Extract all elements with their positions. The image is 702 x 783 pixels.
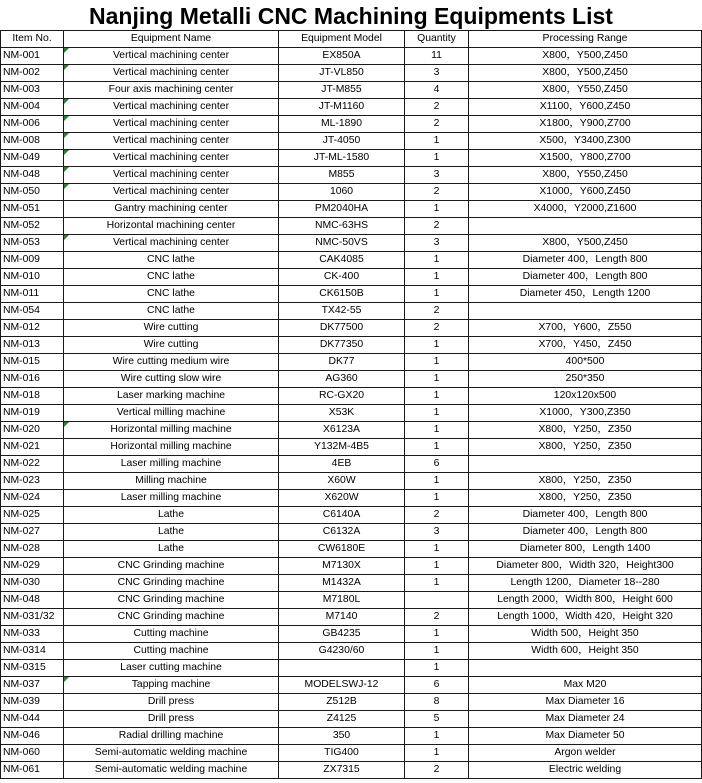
- cell-processing-range: X800，Y550,Z450: [469, 167, 702, 184]
- cell-equipment-name: CNC Grinding machine: [64, 609, 279, 626]
- cell-equipment-name: CNC lathe: [64, 286, 279, 303]
- table-row: [1, 337, 702, 354]
- cell-processing-range: X800，Y500,Z450: [469, 48, 702, 65]
- cell-processing-range: [469, 660, 702, 677]
- cell-equipment-name: Cutting machine: [64, 643, 279, 660]
- cell-processing-range: X500，Y3400,Z300: [469, 133, 702, 150]
- table-row: [1, 354, 702, 371]
- cell-processing-range: X800，Y250，Z350: [469, 439, 702, 456]
- cell-quantity: 11: [405, 48, 469, 65]
- cell-quantity: 1: [405, 269, 469, 286]
- cell-equipment-model: Z4125: [279, 711, 405, 728]
- cell-equipment-model: C6132A: [279, 524, 405, 541]
- cell-quantity: 2: [405, 762, 469, 779]
- table-row: [1, 575, 702, 592]
- cell-processing-range: Max Diameter 50: [469, 728, 702, 745]
- cell-quantity: 1: [405, 337, 469, 354]
- cell-equipment-model: TIG400: [279, 745, 405, 762]
- page-title: Nanjing Metalli CNC Machining Equipments List: [89, 3, 613, 29]
- cell-quantity: [405, 592, 469, 609]
- cell-equipment-model: M855: [279, 167, 405, 184]
- table-row: [1, 473, 702, 490]
- cell-equipment-model: MODELSWJ-12: [279, 677, 405, 694]
- cell-equipment-name: Drill press: [64, 711, 279, 728]
- cell-processing-range: 250*350: [469, 371, 702, 388]
- table-row: [1, 116, 702, 133]
- cell-item-no: NM-016: [1, 371, 64, 388]
- cell-equipment-model: X53K: [279, 405, 405, 422]
- cell-processing-range: Diameter 400，Length 800: [469, 524, 702, 541]
- table-header: [1, 31, 702, 48]
- cell-equipment-model: 4EB: [279, 456, 405, 473]
- cell-item-no: NM-029: [1, 558, 64, 575]
- cell-equipment-name: Lathe: [64, 524, 279, 541]
- cell-processing-range: 120x120x500: [469, 388, 702, 405]
- table-row: [1, 201, 702, 218]
- cell-processing-range: Length 1000，Width 420，Height 320: [469, 609, 702, 626]
- cell-equipment-name: CNC Grinding machine: [64, 592, 279, 609]
- cell-quantity: 2: [405, 320, 469, 337]
- cell-item-no: NM-018: [1, 388, 64, 405]
- table-row: [1, 558, 702, 575]
- cell-equipment-name: CNC Grinding machine: [64, 558, 279, 575]
- cell-quantity: 1: [405, 660, 469, 677]
- cell-item-no: NM-046: [1, 728, 64, 745]
- cell-processing-range: X1800，Y900,Z700: [469, 116, 702, 133]
- table-row: [1, 439, 702, 456]
- table-row: [1, 626, 702, 643]
- cell-item-no: NM-002: [1, 65, 64, 82]
- cell-item-no: NM-022: [1, 456, 64, 473]
- cell-processing-range: Diameter 800，Width 320，Height300: [469, 558, 702, 575]
- cell-quantity: 2: [405, 99, 469, 116]
- cell-equipment-name: Wire cutting: [64, 337, 279, 354]
- cell-equipment-model: RC-GX20: [279, 388, 405, 405]
- cell-processing-range: Max Diameter 24: [469, 711, 702, 728]
- cell-processing-range: Argon welder: [469, 745, 702, 762]
- cell-equipment-name: Vertical machining center: [64, 133, 279, 150]
- table-row: [1, 184, 702, 201]
- table-row: [1, 711, 702, 728]
- cell-equipment-name: Horizontal machining center: [64, 218, 279, 235]
- table-row: [1, 150, 702, 167]
- cell-processing-range: Diameter 400，Length 800: [469, 252, 702, 269]
- cell-processing-range: X800，Y250，Z350: [469, 473, 702, 490]
- cell-equipment-name: Drill press: [64, 694, 279, 711]
- cell-quantity: 3: [405, 524, 469, 541]
- cell-equipment-model: CK6150B: [279, 286, 405, 303]
- cell-item-no: NM-012: [1, 320, 64, 337]
- cell-item-no: NM-024: [1, 490, 64, 507]
- cell-quantity: 1: [405, 575, 469, 592]
- table-row: [1, 677, 702, 694]
- cell-processing-range: Length 2000，Width 800，Height 600: [469, 592, 702, 609]
- table-row: [1, 643, 702, 660]
- cell-item-no: NM-001: [1, 48, 64, 65]
- cell-item-no: NM-030: [1, 575, 64, 592]
- cell-quantity: 1: [405, 201, 469, 218]
- table-row: [1, 303, 702, 320]
- table-body: [1, 48, 702, 779]
- cell-equipment-model: ML-1890: [279, 116, 405, 133]
- table-row: [1, 405, 702, 422]
- column-header-item-no: Item No.: [1, 31, 64, 48]
- cell-item-no: NM-053: [1, 235, 64, 252]
- cell-item-no: NM-039: [1, 694, 64, 711]
- cell-item-no: NM-013: [1, 337, 64, 354]
- cell-processing-range: X800，Y500,Z450: [469, 65, 702, 82]
- cell-processing-range: Diameter 400，Length 800: [469, 269, 702, 286]
- cell-equipment-model: JT-VL850: [279, 65, 405, 82]
- cell-processing-range: X800，Y550,Z450: [469, 82, 702, 99]
- cell-item-no: NM-019: [1, 405, 64, 422]
- cell-item-no: NM-049: [1, 150, 64, 167]
- table-row: [1, 167, 702, 184]
- cell-processing-range: X700，Y450，Z450: [469, 337, 702, 354]
- table-row: [1, 490, 702, 507]
- cell-quantity: 1: [405, 745, 469, 762]
- cell-processing-range: X800，Y250，Z350: [469, 422, 702, 439]
- cell-item-no: NM-061: [1, 762, 64, 779]
- cell-quantity: 1: [405, 371, 469, 388]
- cell-equipment-name: Semi-automatic welding machine: [64, 762, 279, 779]
- cell-equipment-model: DK77500: [279, 320, 405, 337]
- cell-equipment-name: Lathe: [64, 507, 279, 524]
- cell-processing-range: [469, 218, 702, 235]
- cell-equipment-name: Four axis machining center: [64, 82, 279, 99]
- table-row: [1, 422, 702, 439]
- cell-equipment-model: Z512B: [279, 694, 405, 711]
- cell-equipment-name: Wire cutting medium wire: [64, 354, 279, 371]
- cell-equipment-name: Vertical machining center: [64, 48, 279, 65]
- table-row: [1, 286, 702, 303]
- cell-quantity: 5: [405, 711, 469, 728]
- cell-quantity: 3: [405, 235, 469, 252]
- cell-item-no: NM-028: [1, 541, 64, 558]
- cell-equipment-model: M7180L: [279, 592, 405, 609]
- cell-equipment-model: JT-M1160: [279, 99, 405, 116]
- cell-quantity: 2: [405, 507, 469, 524]
- cell-equipment-name: Vertical milling machine: [64, 405, 279, 422]
- cell-equipment-model: M7140: [279, 609, 405, 626]
- cell-quantity: 1: [405, 541, 469, 558]
- cell-quantity: 3: [405, 65, 469, 82]
- cell-item-no: NM-052: [1, 218, 64, 235]
- cell-item-no: NM-048: [1, 167, 64, 184]
- cell-processing-range: X1500，Y800,Z700: [469, 150, 702, 167]
- cell-item-no: NM-023: [1, 473, 64, 490]
- cell-equipment-name: Lathe: [64, 541, 279, 558]
- cell-processing-range: X700，Y600，Z550: [469, 320, 702, 337]
- cell-equipment-model: GB4235: [279, 626, 405, 643]
- table-row: [1, 269, 702, 286]
- cell-equipment-name: Horizontal milling machine: [64, 439, 279, 456]
- cell-item-no: NM-003: [1, 82, 64, 99]
- cell-equipment-model: DK77350: [279, 337, 405, 354]
- cell-processing-range: Diameter 450，Length 1200: [469, 286, 702, 303]
- table-row: [1, 524, 702, 541]
- table-row: [1, 235, 702, 252]
- table-row: [1, 592, 702, 609]
- cell-item-no: NM-020: [1, 422, 64, 439]
- cell-quantity: 1: [405, 150, 469, 167]
- cell-item-no: NM-025: [1, 507, 64, 524]
- cell-quantity: 1: [405, 354, 469, 371]
- cell-item-no: NM-009: [1, 252, 64, 269]
- cell-equipment-name: Vertical machining center: [64, 184, 279, 201]
- cell-equipment-model: DK77: [279, 354, 405, 371]
- cell-equipment-name: Wire cutting slow wire: [64, 371, 279, 388]
- table-row: [1, 728, 702, 745]
- cell-item-no: NM-015: [1, 354, 64, 371]
- cell-equipment-name: CNC Grinding machine: [64, 575, 279, 592]
- cell-item-no: NM-031/32: [1, 609, 64, 626]
- cell-equipment-name: Gantry machining center: [64, 201, 279, 218]
- column-header-quantity: Quantity: [405, 31, 469, 48]
- header-row: [1, 31, 702, 48]
- cell-equipment-name: CNC lathe: [64, 269, 279, 286]
- cell-equipment-name: Vertical machining center: [64, 99, 279, 116]
- cell-equipment-name: Radial drilling machine: [64, 728, 279, 745]
- cell-quantity: 4: [405, 82, 469, 99]
- cell-item-no: NM-051: [1, 201, 64, 218]
- cell-quantity: 6: [405, 677, 469, 694]
- cell-equipment-model: C6140A: [279, 507, 405, 524]
- cell-item-no: NM-004: [1, 99, 64, 116]
- cell-equipment-model: ZX7315: [279, 762, 405, 779]
- cell-item-no: NM-006: [1, 116, 64, 133]
- cell-quantity: 1: [405, 439, 469, 456]
- cell-processing-range: X1100，Y600,Z450: [469, 99, 702, 116]
- table-row: [1, 218, 702, 235]
- cell-item-no: NM-048: [1, 592, 64, 609]
- table-row: [1, 745, 702, 762]
- cell-equipment-model: [279, 660, 405, 677]
- cell-item-no: NM-008: [1, 133, 64, 150]
- cell-equipment-name: Horizontal milling machine: [64, 422, 279, 439]
- table-row: [1, 82, 702, 99]
- cell-processing-range: [469, 456, 702, 473]
- cell-equipment-model: NMC-63HS: [279, 218, 405, 235]
- cell-equipment-model: M7130X: [279, 558, 405, 575]
- table-row: [1, 762, 702, 779]
- cell-equipment-model: AG360: [279, 371, 405, 388]
- table-row: [1, 48, 702, 65]
- cell-equipment-name: Milling machine: [64, 473, 279, 490]
- cell-quantity: 1: [405, 626, 469, 643]
- cell-quantity: 2: [405, 116, 469, 133]
- table-row: [1, 371, 702, 388]
- cell-quantity: 2: [405, 218, 469, 235]
- cell-processing-range: X800，Y500,Z450: [469, 235, 702, 252]
- cell-equipment-model: PM2040HA: [279, 201, 405, 218]
- cell-quantity: 2: [405, 303, 469, 320]
- cell-equipment-model: 350: [279, 728, 405, 745]
- cell-processing-range: X1000，Y600,Z450: [469, 184, 702, 201]
- cell-item-no: NM-054: [1, 303, 64, 320]
- cell-equipment-model: JT-M855: [279, 82, 405, 99]
- cell-quantity: 1: [405, 133, 469, 150]
- cell-processing-range: Electric welding: [469, 762, 702, 779]
- cell-quantity: 6: [405, 456, 469, 473]
- cell-item-no: NM-050: [1, 184, 64, 201]
- cell-item-no: NM-060: [1, 745, 64, 762]
- cell-processing-range: [469, 303, 702, 320]
- cell-equipment-name: Laser marking machine: [64, 388, 279, 405]
- cell-quantity: 1: [405, 728, 469, 745]
- cell-equipment-model: X620W: [279, 490, 405, 507]
- cell-equipment-model: CAK4085: [279, 252, 405, 269]
- cell-equipment-name: Laser milling machine: [64, 456, 279, 473]
- cell-processing-range: X1000，Y300,Z350: [469, 405, 702, 422]
- cell-equipment-name: CNC lathe: [64, 303, 279, 320]
- cell-equipment-model: CW6180E: [279, 541, 405, 558]
- cell-item-no: NM-010: [1, 269, 64, 286]
- cell-equipment-model: M1432A: [279, 575, 405, 592]
- table-row: [1, 133, 702, 150]
- column-header-equipment-name: Equipment Name: [64, 31, 279, 48]
- cell-item-no: NM-0314: [1, 643, 64, 660]
- cell-processing-range: Length 1200，Diameter 18--280: [469, 575, 702, 592]
- cell-quantity: 2: [405, 609, 469, 626]
- cell-equipment-model: NMC-50VS: [279, 235, 405, 252]
- cell-processing-range: Diameter 800，Length 1400: [469, 541, 702, 558]
- cell-equipment-name: Cutting machine: [64, 626, 279, 643]
- cell-item-no: NM-027: [1, 524, 64, 541]
- cell-quantity: 8: [405, 694, 469, 711]
- cell-item-no: NM-033: [1, 626, 64, 643]
- cell-equipment-name: Laser cutting machine: [64, 660, 279, 677]
- cell-quantity: 3: [405, 167, 469, 184]
- cell-equipment-model: EX850A: [279, 48, 405, 65]
- cell-item-no: NM-021: [1, 439, 64, 456]
- table-row: [1, 660, 702, 677]
- table-row: [1, 252, 702, 269]
- cell-quantity: 1: [405, 422, 469, 439]
- cell-equipment-model: Y132M-4B5: [279, 439, 405, 456]
- cell-quantity: 1: [405, 252, 469, 269]
- cell-item-no: NM-0315: [1, 660, 64, 677]
- equipment-table: [0, 30, 702, 779]
- cell-quantity: 1: [405, 558, 469, 575]
- table-row: [1, 456, 702, 473]
- cell-equipment-model: X60W: [279, 473, 405, 490]
- cell-item-no: NM-011: [1, 286, 64, 303]
- cell-equipment-name: Wire cutting: [64, 320, 279, 337]
- cell-equipment-model: TX42-55: [279, 303, 405, 320]
- table-row: [1, 388, 702, 405]
- table-row: [1, 694, 702, 711]
- cell-processing-range: Max Diameter 16: [469, 694, 702, 711]
- cell-equipment-model: 1060: [279, 184, 405, 201]
- table-row: [1, 99, 702, 116]
- table-row: [1, 65, 702, 82]
- cell-quantity: 2: [405, 184, 469, 201]
- table-row: [1, 541, 702, 558]
- cell-equipment-name: Vertical machining center: [64, 167, 279, 184]
- cell-processing-range: Width 600，Height 350: [469, 643, 702, 660]
- cell-processing-range: 400*500: [469, 354, 702, 371]
- cell-processing-range: X800，Y250，Z350: [469, 490, 702, 507]
- cell-processing-range: Diameter 400，Length 800: [469, 507, 702, 524]
- cell-quantity: 1: [405, 490, 469, 507]
- cell-equipment-model: G4230/60: [279, 643, 405, 660]
- cell-equipment-name: Vertical machining center: [64, 116, 279, 133]
- cell-quantity: 1: [405, 473, 469, 490]
- cell-quantity: 1: [405, 388, 469, 405]
- cell-equipment-name: Laser milling machine: [64, 490, 279, 507]
- cell-quantity: 1: [405, 405, 469, 422]
- cell-quantity: 1: [405, 643, 469, 660]
- column-header-processing-range: Processing Range: [469, 31, 702, 48]
- table-row: [1, 609, 702, 626]
- cell-processing-range: Max M20: [469, 677, 702, 694]
- cell-equipment-model: JT-ML-1580: [279, 150, 405, 167]
- cell-equipment-name: CNC lathe: [64, 252, 279, 269]
- cell-equipment-model: X6123A: [279, 422, 405, 439]
- cell-quantity: 1: [405, 286, 469, 303]
- cell-equipment-name: Vertical machining center: [64, 150, 279, 167]
- cell-item-no: NM-044: [1, 711, 64, 728]
- cell-equipment-name: Semi-automatic welding machine: [64, 745, 279, 762]
- cell-equipment-name: Vertical machining center: [64, 65, 279, 82]
- cell-equipment-name: Tapping machine: [64, 677, 279, 694]
- table-row: [1, 320, 702, 337]
- table-row: [1, 507, 702, 524]
- cell-equipment-model: CK-400: [279, 269, 405, 286]
- cell-equipment-model: JT-4050: [279, 133, 405, 150]
- column-header-equipment-model: Equipment Model: [279, 31, 405, 48]
- cell-item-no: NM-037: [1, 677, 64, 694]
- cell-processing-range: Width 500，Height 350: [469, 626, 702, 643]
- cell-processing-range: X4000，Y2000,Z1600: [469, 201, 702, 218]
- cell-equipment-name: Vertical machining center: [64, 235, 279, 252]
